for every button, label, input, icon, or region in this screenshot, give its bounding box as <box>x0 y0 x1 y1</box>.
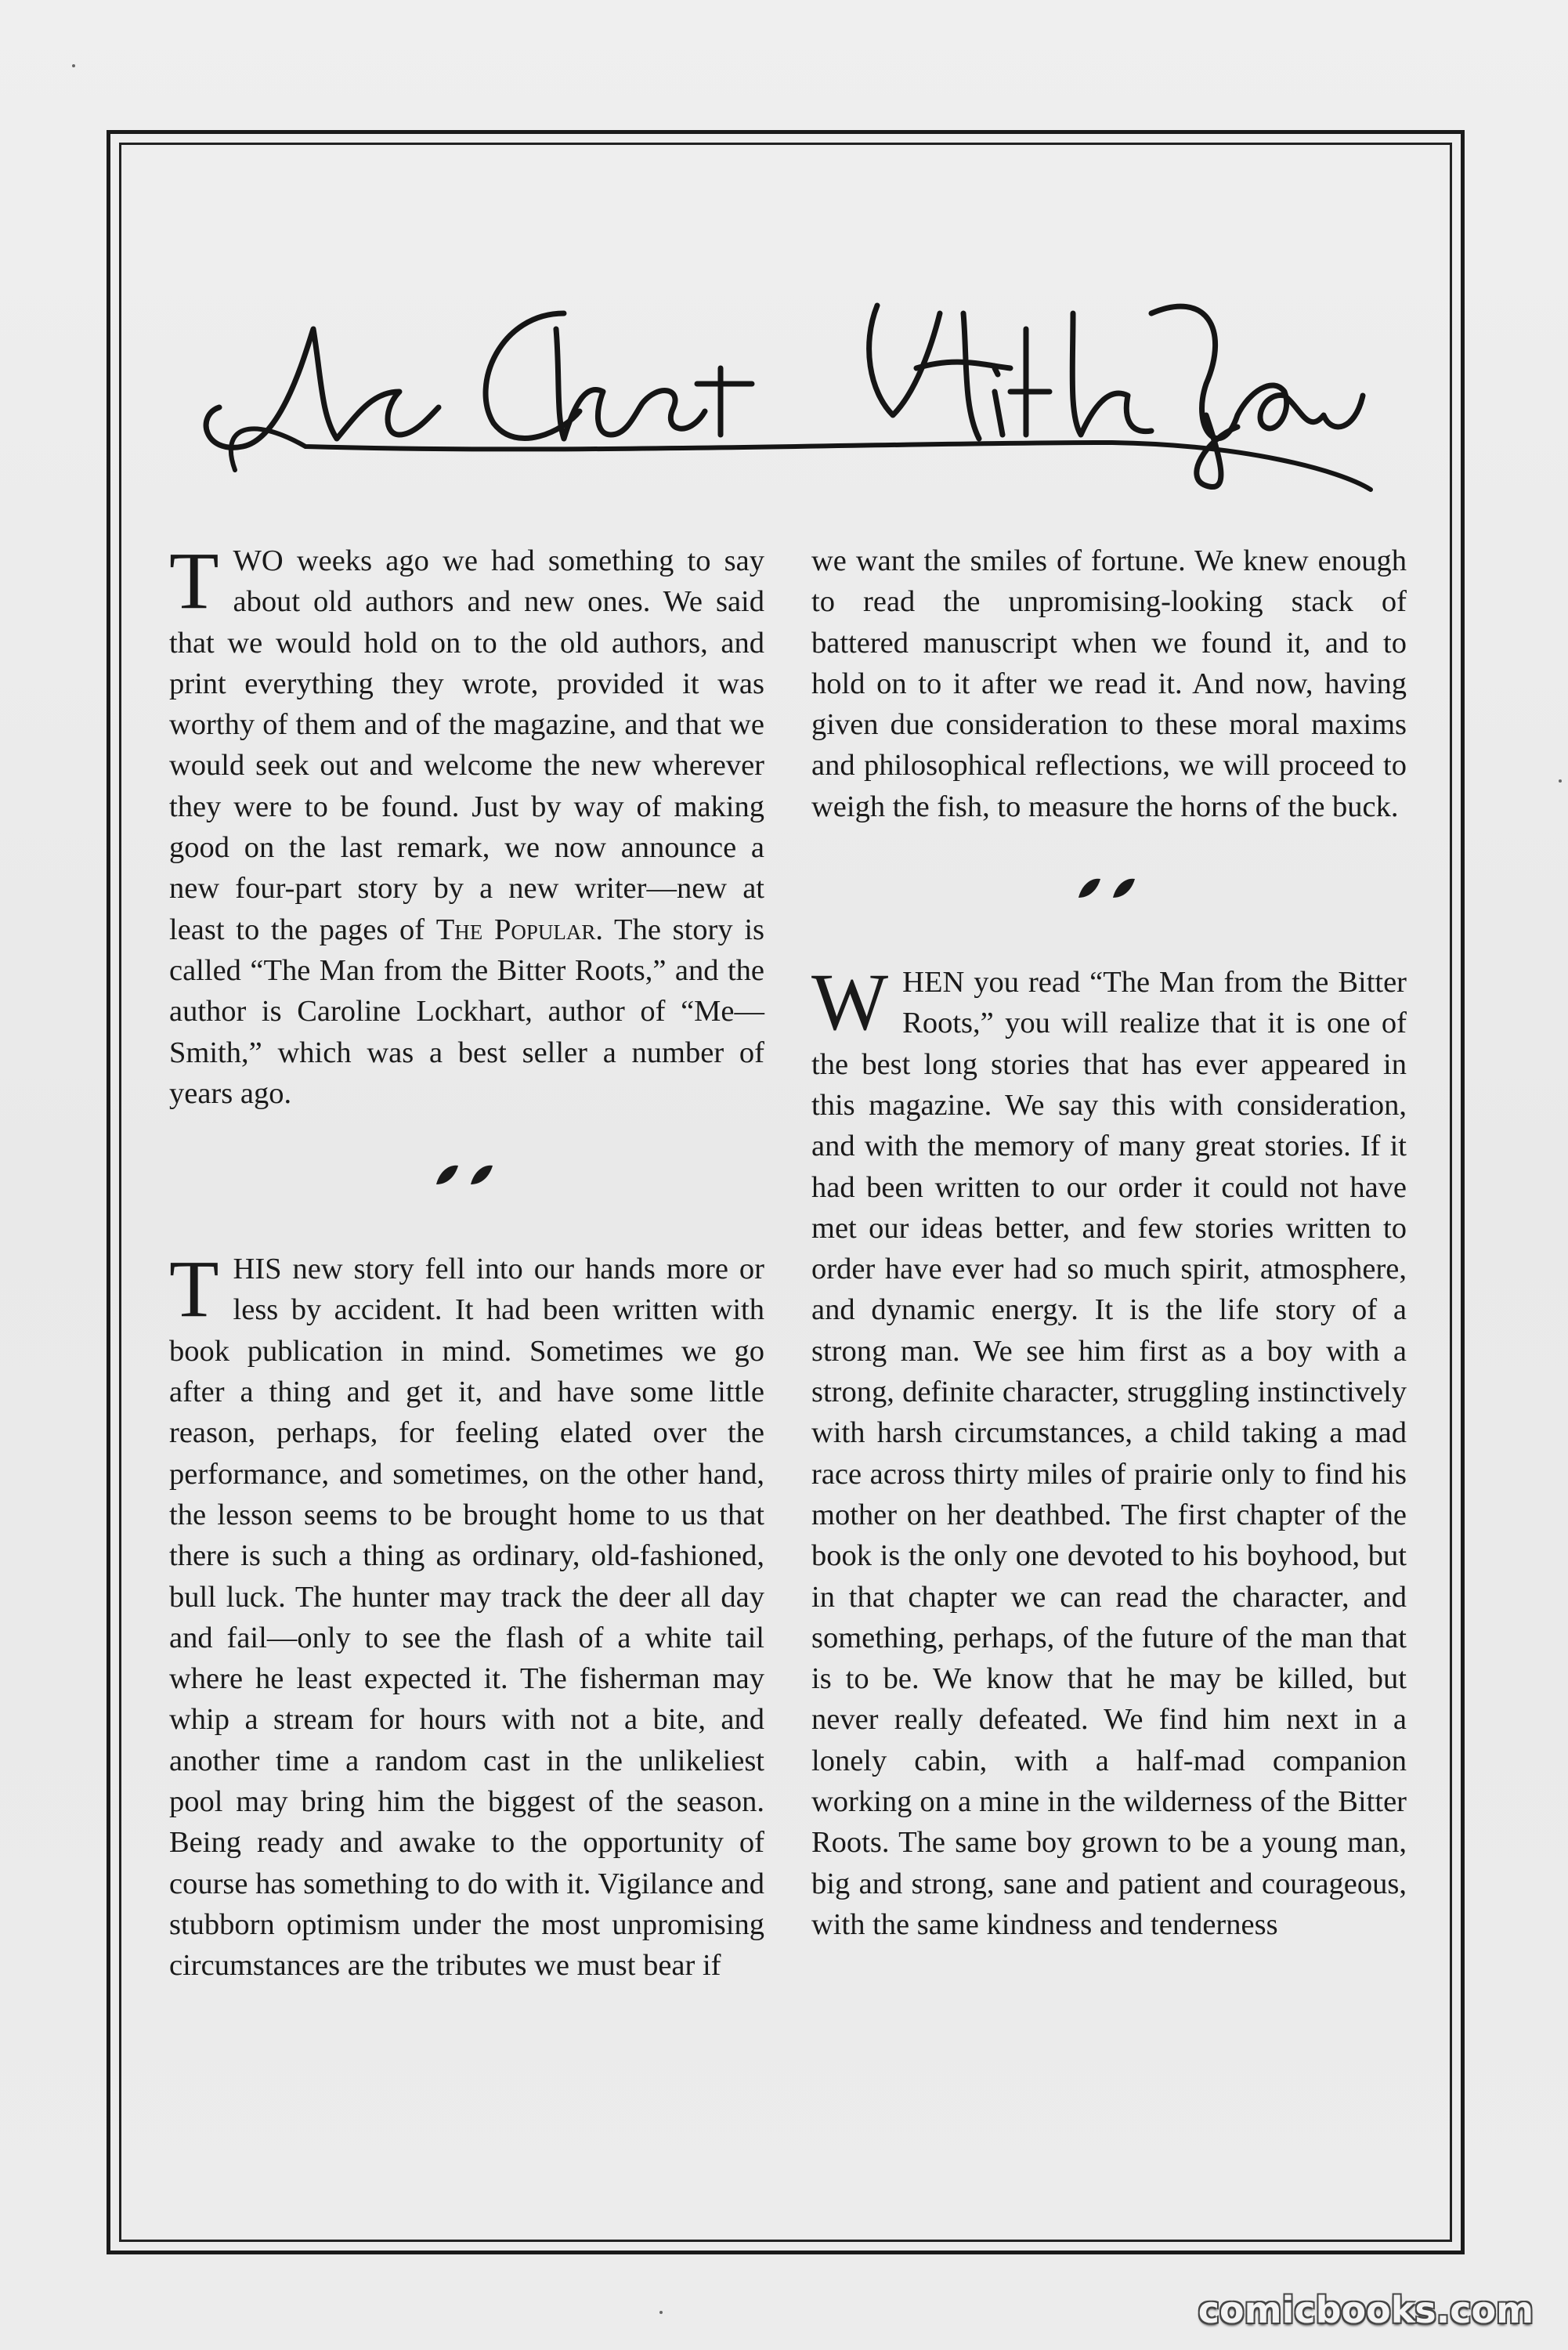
drop-cap: W <box>811 957 889 1048</box>
chat-heading-script <box>188 258 1378 494</box>
paragraph-text: HIS new story fell into our hands more or less by accident. It had been written with book publication in mind. Sometimes we go after a thing and get it, and have some little reason, perhaps, for feeling elated over the performance, and sometimes, on the other hand, the lesson seems to be brought home to us that there is such a thing as ordinary, old-fashioned, bull luck. The hunter may track the deer all day and fail—only to see the flash of a white tail where he least expected it. The fisherman may whip a stream for hours with not a bite, and another time a random cast in the unlikeliest pool may bring him the biggest of the season. Being ready and awake to the opportunity of course has something to do with it. Vigilance and stubborn optimism under the most unpromising circumstances are the tributes we must bear if <box>169 1253 764 1983</box>
left-column <box>169 536 764 1987</box>
watermark-logo: comicbooks.com <box>1198 2289 1534 2331</box>
paragraph-text: HEN you read “The Man from the Bitter Roots,” you will realize that it is one of the best long stories that has ever appeared in this magazine. We say this with consideration, and with the memory of many great stories. If it had been written to our order it could not have met our ideas better, and few stories written to order have ever had so much spirit, atmosphere, and dynamic energy. It is the life story of a strong man. We see him first as a boy with a strong, definite character, struggling instinctively with harsh circumstances, a child taking a mad race across thirty miles of prairie only to find his mother on her deathbed. The first chapter of the book is the only one devoted to his boyhood, but in that chapter we can read the character, and something, perhaps, of the future of the man that is to be. We know that he may be killed, but never really defeated. We find him next in a lonely cabin, with a half-mad companion working on a mine in the wilderness of the Bitter Roots. The same boy grown to be a young man, big and strong, sane and patient and courageous, with the same kindness and tenderness <box>811 966 1407 1941</box>
paragraph-text: WO weeks ago we had something to say about old authors and new ones. We said that we would hold on to the old authors, and print everything they wrote, provided it was worthy of them and of the magazine, and that we would seek out and welcome the new wherever they were to be found. Just by way of making good on the last remark, we now announce a new four-part story by a new writer—new at least to the pages of <box>169 544 764 946</box>
drop-cap: T <box>169 536 219 626</box>
drop-cap: T <box>169 1244 219 1335</box>
paragraph-text: . The story is called “The Man from the Bitter Roots,” and the author is Caroline Lockhart, author of “Me—Smith,” which was a best seller a number of years ago. <box>169 913 764 1110</box>
paragraph-when-you-read <box>811 957 1407 1945</box>
paragraph-this-new-story <box>169 1244 764 1986</box>
section-ornament <box>169 1134 764 1216</box>
scan-speck <box>1559 779 1562 783</box>
magazine-name: The Popular <box>435 913 596 946</box>
paragraph-two-weeks-ago <box>169 536 764 1114</box>
scan-speck <box>72 64 75 67</box>
paragraph-smiles-of-fortune <box>811 540 1407 827</box>
section-ornament <box>811 848 1407 929</box>
right-column <box>811 540 1407 1945</box>
scan-speck <box>659 2311 663 2314</box>
paragraph-text: we want the smiles of fortune. We knew enough to read the unpromising-looking stack of battered manuscript when we found it, and to hold on to it after we read it. And now, having given due consideration to these moral maxims and philosophical reflections, we will proceed to weigh the fish, to measure the horns of the buck. <box>811 544 1407 823</box>
